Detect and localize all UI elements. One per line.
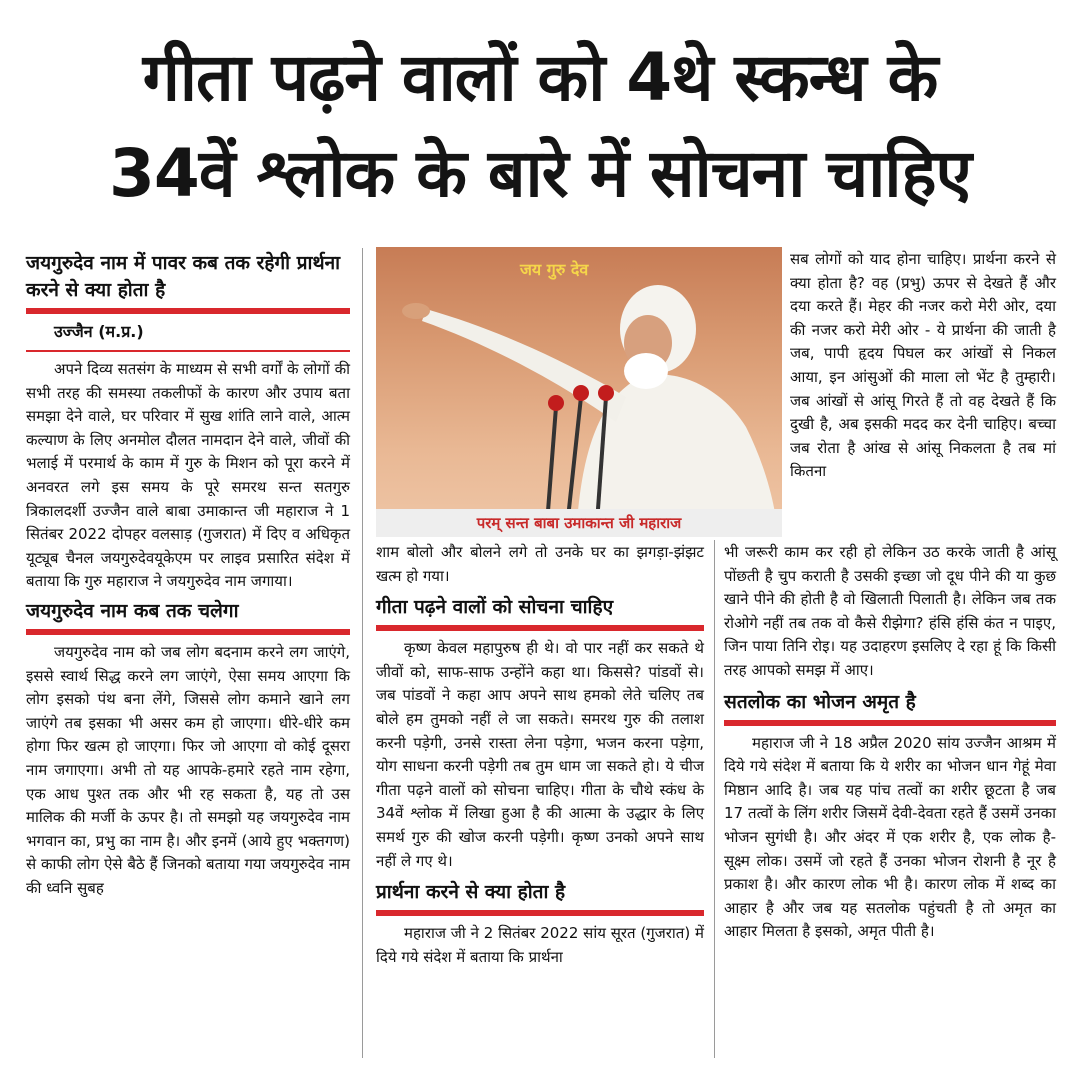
article-paragraph: जयगुरुदेव नाम को जब लोग बदनाम करने लग जाएंगे, इससे स्वार्थ सिद्ध करने लग जाएंगे, ऐसा समय आएगा कि लोग इसको पंथ बना लेंगे, जिससे लोग कमाने खाने लग जाएंगे तब इसका भी असर कम हो जाएगा। धीरे-धीरे कम होगा फिर खत्म हो जाएगा। फिर जो आएगा वो कोई दूसरा नाम जगाएगा। अभी तो यह आपके-हमारे रहते नाम रहेगा, एक आध पुश्त तक और भी रह सकता है, यह तो उस मालिक की मर्जी के ऊपर है। तो समझो यह जयगुरुदेव नाम भगवान का, प्रभु का नाम है। और इनमें (आये हुए भक्तगण) से काफी लोग ऐसे बैठे हैं जिनको बताया गया जयगुरुदेव नाम की ध्वनि सुबह <box>26 642 350 897</box>
article-column-3-top <box>790 248 1056 484</box>
speaker-illustration <box>376 247 782 537</box>
article-heading: जयगुरुदेव नाम में पावर कब तक रहेगी प्रार्थना करने से क्या होता है <box>26 252 341 301</box>
dateline-rule <box>26 350 350 352</box>
subheading-rule <box>376 910 704 916</box>
speaker-photo <box>376 247 782 537</box>
article-paragraph: कृष्ण केवल महापुरुष ही थे। वो पार नहीं कर सकते थे जीवों को, साफ-साफ उन्होंने कहा था। किससे? पांडवों से। जब पांडवों ने कहा आप अपने साथ हमको लेते चलिए तब बोले हम तुमको नहीं ले जा सकते। समरथ गुरु की तलाश करनी पड़ेगी, उनसे रास्ता लेना पड़ेगा, भजन करना पड़ेगा, योग साधना करनी पड़ेगी तब तुम धाम जा सकते हो। ये चीज गीता पढ़ने वालों को सोचना चाहिए। गीता के चौथे स्कंध के 34वें श्लोक में लिखा हुआ है की आत्मा के उद्धार के लिए समर्थ गुरु की खोज करनी पड़ेगी। कृष्ण उनको अपने साथ नहीं ले गए थे। <box>376 639 704 870</box>
subheading-prarthana: प्रार्थना करने से क्या होता है <box>376 881 566 904</box>
subheading-rule <box>376 625 704 631</box>
article-paragraph: सब लोगों को याद होना चाहिए। प्रार्थना करने से क्या होता है? वह (प्रभु) ऊपर से देखते हैं और दया करते हैं। मेहर की नजर करो मेरी ओर, दया की नजर करो मेरी ओर - ये प्रार्थना की जाती है जब, पापी हृदय पिघल कर आंखों से निकल आया, इन आंसुओं की माला लो भेंट है तुम्हारी। जब आंखों से आंसू गिरते हैं तो वह देखते हैं कि दुखी है, अब इसकी मदद कर देनी चाहिए। बच्चा जब रोता है आंख से आंसू निकलता है तब मां कितना <box>790 250 1056 481</box>
subheading-satlok: सतलोक का भोजन अमृत है <box>724 690 916 713</box>
article-column-2 <box>376 541 704 969</box>
column-divider-2 <box>714 540 715 1058</box>
subheading-rule <box>724 720 1056 726</box>
subheading-gita: गीता पढ़ने वालों को सोचना चाहिए <box>376 596 614 619</box>
article-paragraph: महाराज जी ने 2 सितंबर 2022 सांय सूरत (गुजरात) में दिये गये संदेश में बताया कि प्रार्थना <box>376 924 704 966</box>
article-paragraph: भी जरूरी काम कर रही हो लेकिन उठ करके जाती है आंसू पोंछती है चुप कराती है उसकी इच्छा जो दूध पीने की या कुछ खाने पीने की होती है वो खिलाती पिलाती है। लेकिन जब तक रोओगे नहीं तब तक वो कैसे रीझेगा? हंसि हंसि कंत न पाइए, जिन पाया तिनि रोइ। यह उदाहरण इसलिए दे रहा हूं कि किसी तरह आपको समझ में आए। <box>724 543 1056 679</box>
headline-line-1: गीता पढ़ने वालों को 4थे स्कन्ध के <box>142 39 938 116</box>
headline <box>0 30 1080 222</box>
article-column-1 <box>26 250 350 900</box>
dateline: उज्जैन (म.प्र.) <box>54 322 144 341</box>
photo-badge: जय गुरु देव <box>520 260 589 279</box>
subheading-rule <box>26 629 350 635</box>
article-paragraph: अपने दिव्य सतसंग के माध्यम से सभी वर्गों के लोगों की सभी तरह की समस्या तकलीफों के कारण और उपाय बता समझा देने वाले, घर परिवार में सुख शांति लाने वाले, आत्म कल्याण के लिए अनमोल दौलत नामदान देने वाले, जीवों की भलाई में परमार्थ के काम में गुरु के मिशन को पूरा करने में अनवरत लगे इस समय के पूरे समरथ सन्त सतगुरु त्रिकालदर्शी उज्जैन वाले बाबा उमाकान्त जी महाराज ने 1 सितंबर 2022 दोपहर वलसाड़ (गुजरात) में दिए व अधिकृत यूट्यूब चैनल जयगुरुदेवयूकेएम पर लाइव प्रसारित संदेश में बताया कि गुरु महाराज ने जयगुरुदेव नाम जगाया। <box>26 360 350 591</box>
headline-line-2: 34वें श्लोक के बारे में सोचना चाहिए <box>108 135 972 212</box>
subheading-naam: जयगुरुदेव नाम कब तक चलेगा <box>26 599 239 622</box>
article-paragraph: महाराज जी ने 18 अप्रैल 2020 सांय उज्जैन आश्रम में दिये गये संदेश में बताया कि ये शरीर का भोजन धान गेहूं मेवा मिष्ठान आदि है। जब यह पांच तत्वों का शरीर छूटता है जब 17 तत्वों के लिंग शरीर जिसमें देवी-देवता रहते हैं उसमें उनका भोजन सुगंधी है। और अंदर में एक शरीर है, एक लोक है- सूक्ष्म लोक। उसमें जो रहते हैं उनका भोजन रोशनी है नूर है प्रकाश है। और कारण लोक भी है। कारण लोक में शब्द का आहार है और जब यह सतलोक पहुंचती है तो अमृत का आहार मिलता है इसको, अमृत पीती है। <box>724 733 1056 941</box>
photo-caption: परम् सन्त बाबा उमाकान्त जी महाराज <box>376 509 782 537</box>
article-paragraph: शाम बोलो और बोलने लगे तो उनके घर का झगड़ा-झंझट खत्म हो गया। <box>376 543 704 585</box>
heading-rule <box>26 308 350 314</box>
article-column-3 <box>724 541 1056 944</box>
column-divider-1 <box>362 248 363 1058</box>
